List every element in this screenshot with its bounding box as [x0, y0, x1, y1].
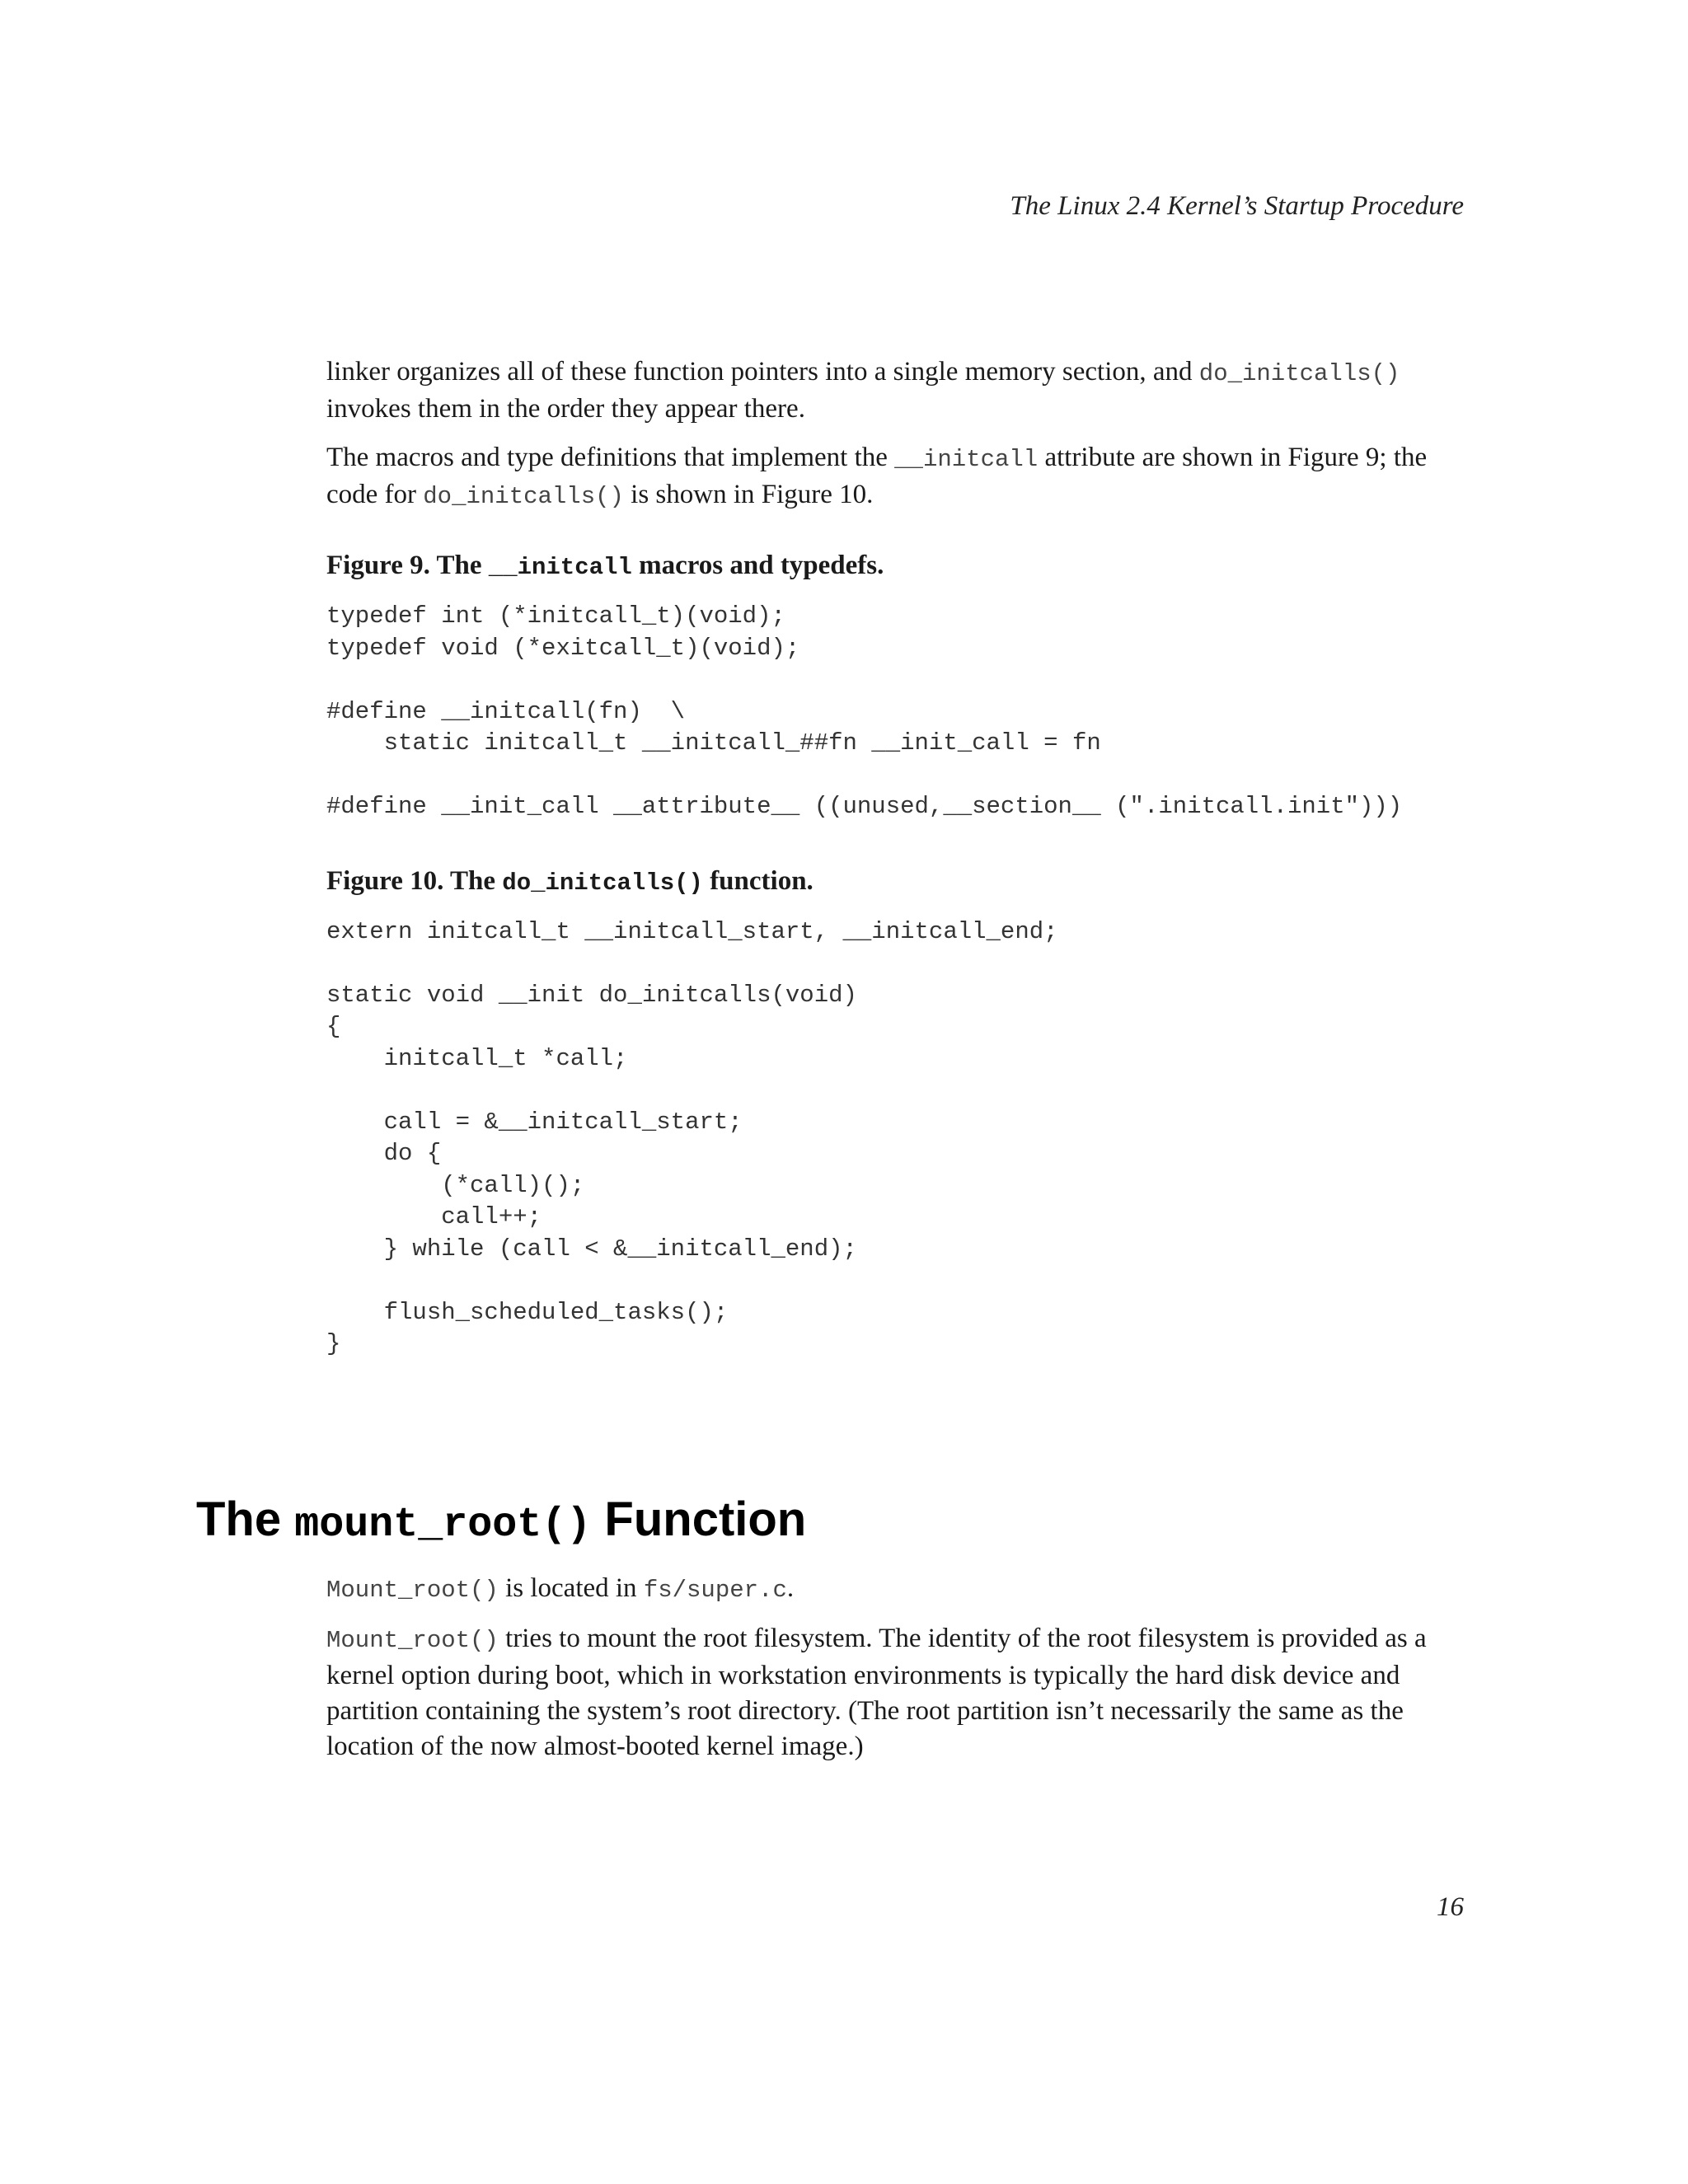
section-paragraph-1: Mount_root() is located in fs/super.c.: [326, 1573, 795, 1604]
intro-paragraph-1: linker organizes all of these function pointers into a single memory section, and do_initcalls() invokes them in the order they appear there.: [326, 357, 1400, 424]
inline-code: do_initcalls(): [423, 483, 624, 510]
figure-10-code-block: extern initcall_t __initcall_start, __initcall_end; static void __init do_initcalls(void) { initcall_t *call; call = &__initcall_start; do { (*call)(); call++; } while (call < &__initcall_end); flush_scheduled_tasks(); }: [326, 917, 1058, 1357]
section-paragraph-2: Mount_root() tries to mount the root filesystem. The identity of the root filesystem is provided as a kernel option during boot, which in workstation environments is typically the hard disk device and partition containing the system’s root directory. (The root partition isn’t necessarily the same as the location of the now almost-booted kernel image.): [326, 1624, 1427, 1761]
section-body: [326, 1571, 1464, 1778]
section-heading: The mount_root() Function: [196, 1493, 807, 1549]
figure-9-code-block: typedef int (*initcall_t)(void); typedef void (*exitcall_t)(void); #define __initcall(fn) \ static initcall_t __initcall_##fn __init_call = fn #define __init_call __attribute__ ((unused,__section__ (".initcall.init"))): [326, 602, 1403, 820]
main-content: [326, 354, 1464, 1361]
page-number: 16: [1437, 1892, 1464, 1922]
running-header: The Linux 2.4 Kernel’s Startup Procedure: [1010, 191, 1464, 221]
intro-paragraph-2: The macros and type definitions that implement the __initcall attribute are shown in Figure 9; the code for do_initcalls() is shown in Figure 10.: [326, 443, 1428, 510]
inline-code: do_initcalls(): [1198, 360, 1400, 387]
figure-9-caption: Figure 9. The __initcall macros and typedefs.: [326, 551, 884, 581]
inline-code: __initcall: [894, 446, 1039, 473]
figure-10-caption: Figure 10. The do_initcalls() function.: [326, 865, 814, 897]
